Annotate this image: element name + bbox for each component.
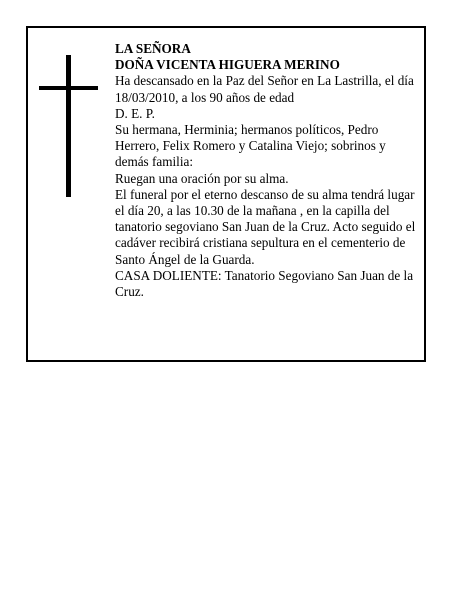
deceased-name: DOÑA VICENTA HIGUERA MERINO [115,57,340,73]
rest-in-peace: D. E. P. [115,105,155,121]
prayer-request: Ruegan una oración por su alma. [115,170,289,186]
cross-horizontal-bar [39,86,98,90]
mourning-house: CASA DOLIENTE: Tanatorio Segoviano San Juan de la Cruz. [115,267,414,300]
notice-text [115,41,417,300]
obituary-notice [26,26,426,362]
family-list: Su hermana, Herminia; hermanos políticos, Pedro Herrero, Felix Romero y Catalina Viejo; sobrinos y demás familia: [115,122,386,170]
cross-vertical-bar [66,55,71,197]
death-notice: Ha descansado en la Paz del Señor en La Lastrilla, el día 18/03/2010, a los 90 años de edad [115,73,414,105]
funeral-details: El funeral por el eterno descanso de su alma tendrá lugar el día 20, a las 10.30 de la mañana , en la capilla del tanatorio segoviano San Juan de la Cruz. Acto seguido el cadáver recibirá cristiana sepultura en el cementerio de Santo Ángel de la Guarda. [115,186,416,267]
heading-title: LA SEÑORA [115,41,191,56]
